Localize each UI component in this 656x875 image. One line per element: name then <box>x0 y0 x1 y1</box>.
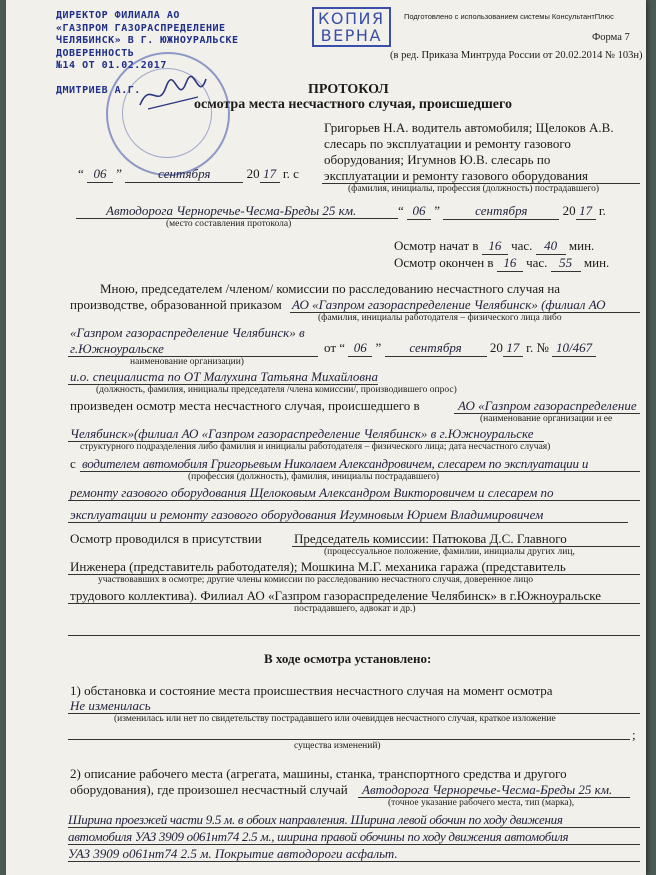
findings-value: Не изменилась <box>70 698 151 713</box>
victims-line: слесарь по эксплуатации и ремонту газового <box>324 136 571 151</box>
order-issuer: АО «Газпром газораспределение Челябинск» (филиал АО <box>292 297 606 312</box>
body-caption: (фамилия, инициалы работодателя – физического лица либо <box>318 313 562 323</box>
chair-value: и.о. специалиста по ОТ Малухина Татьяна Михайловна <box>70 369 379 384</box>
with-value: водителем автомобиля Григорьевым Николаем Александровичем, слесарем по эксплуатации и <box>82 456 589 471</box>
order-date: от “ 06 ” сентября 20 17 г. № 10/467 <box>324 340 596 357</box>
presence-value: Инженера (представитель работодателя); Мошкина М.Г. механика гаража (представитель <box>70 559 566 574</box>
body-caption: (наименование организации и ее <box>480 414 613 424</box>
workplace-value: Автодорога Черноречье-Чесма-Бреды 25 км. <box>362 782 613 797</box>
with-value: ремонту газового оборудования Щелоковым Александром Викторовичем и слесарем по <box>70 485 554 500</box>
title-sub: осмотра места несчастного случая, происшедшего <box>194 97 512 112</box>
victims-line: оборудования; Игумнов Ю.В. слесарь по <box>324 152 551 167</box>
workplace-value: УАЗ 3909 о061нт74 2.5 м. Покрытие автодороги асфальт. <box>68 846 398 861</box>
performed-org: АО «Газпром газораспределение <box>458 398 637 413</box>
findings-item: 1) обстановка и состояние места происшествия несчастного случая на момент осмотра <box>70 683 553 698</box>
body-caption: структурного подразделения либо фамилия и инициалы работодателя – физического лица; дата несчастного случая) <box>80 442 551 452</box>
performed-org: Челябинск»(филиал АО «Газпром газораспределение Челябинск» в г.Южноуральске <box>70 426 534 441</box>
copy-stamp-line: ВЕРНА <box>320 26 382 45</box>
body-caption: (процессуальное положение, фамилии, инициалы других лиц, <box>324 547 575 557</box>
place-value: Автодорога Черноречье-Чесма-Бреды 25 км. <box>106 203 357 218</box>
with-value: эксплуатации и ремонту газового оборудования Игумновым Юрием Владимировичем <box>70 507 544 522</box>
order-note: (в ред. Приказа Минтруда России от 20.02.2014 № 103н) <box>390 50 643 61</box>
body-text: с <box>70 456 76 471</box>
org-caption: наименование организации) <box>130 357 244 367</box>
form-number: Форма 7 <box>592 32 630 43</box>
body-text: производстве, образованной приказом <box>70 297 282 312</box>
workplace-value: автомобиля УАЗ 3909 о061нт74 2.5 м., ширина правой обочины по ходу движения автомобиля <box>68 829 569 844</box>
place-caption: (место составления протокола) <box>166 219 292 229</box>
director-stamp-line: ДИРЕКТОР ФИЛИАЛА АО <box>56 10 180 21</box>
body-caption: (профессия (должность), фамилия, инициалы пострадавшего) <box>188 472 440 482</box>
director-stamp-line: ДОВЕРЕННОСТЬ <box>56 47 135 59</box>
system-note: Подготовлено с использованием системы КонсультантПлюс <box>404 12 614 21</box>
copy-verified-stamp <box>312 7 391 47</box>
victims-line: эксплуатации и ремонту газового оборудования <box>324 168 589 183</box>
victims-line: Григорьев Н.А. водитель автомобиля; Щелоков А.В. <box>324 120 614 135</box>
place-date: “ 06 ” сентября 20 17 г. <box>398 203 606 218</box>
document-page <box>6 0 646 875</box>
incident-date: “ 06 ” сентября 20 17 г. с <box>78 166 299 181</box>
findings-caption: (изменилась или нет по свидетельству пострадавшего или очевидцев несчастного случая, краткое изложение <box>114 714 556 724</box>
inspection-end: Осмотр окончен в 16 час. 55 мин. <box>394 255 610 270</box>
chair-caption: (должность, фамилия, инициалы председателя /члена комиссии/, производившего опрос) <box>96 385 457 395</box>
director-stamp-line: №14 ОТ 01.02.2017 <box>56 60 167 71</box>
director-stamp-line: ЧЕЛЯБИНСК» В Г. ЮЖНОУРАЛЬСКЕ <box>56 35 239 46</box>
director-stamp-line: ДМИТРИЕВ А.Г. <box>56 84 141 96</box>
findings-caption: существа изменений) <box>294 741 381 751</box>
org-line: «Газпром газораспределение Челябинск» в <box>70 325 305 340</box>
title-main: ПРОТОКОЛ <box>308 82 389 97</box>
copy-stamp-line: КОПИЯ <box>318 9 385 28</box>
org-line: г.Южноуральске <box>70 341 164 356</box>
presence-value: трудового коллектива). Филиал АО «Газпром газораспределение Челябинск» в г.Южноуральске <box>70 588 601 603</box>
victims-caption: (фамилия, инициалы, профессия (должность) пострадавшего) <box>348 184 600 194</box>
body-caption: пострадавшего, адвокат и др.) <box>294 604 416 614</box>
workplace-value: Ширина проезжей части 9.5 м. в обоих направления. Ширина левой обочин по ходу движения <box>68 812 563 827</box>
presence-value: Председатель комиссии: Патюкова Д.С. Главного <box>294 531 567 546</box>
director-stamp-line: «ГАЗПРОМ ГАЗОРАСПРЕДЕЛЕНИЕ <box>56 22 226 34</box>
body-text: Мною, председателем /членом/ комиссии по расследованию несчастного случая на <box>100 281 561 296</box>
inspection-start: Осмотр начат в 16 час. 40 мин. <box>394 238 595 253</box>
body-text: произведен осмотр места несчастного случая, происшедшего в <box>70 398 420 413</box>
findings-semicolon: ; <box>632 727 636 742</box>
findings-heading: В ходе осмотра установлено: <box>264 651 432 666</box>
findings-caption: (точное указание рабочего места, тип (марка), <box>388 798 575 808</box>
body-caption: участвовавших в осмотре; другие члены комиссии по расследованию несчастного случая, доверенное лицо <box>98 575 534 585</box>
body-text: Осмотр проводился в присутствии <box>70 531 262 546</box>
findings-item: оборудования), где произошел несчастный случай <box>70 782 348 797</box>
findings-item: 2) описание рабочего места (агрегата, машины, станка, транспортного средства и другого <box>70 766 567 781</box>
